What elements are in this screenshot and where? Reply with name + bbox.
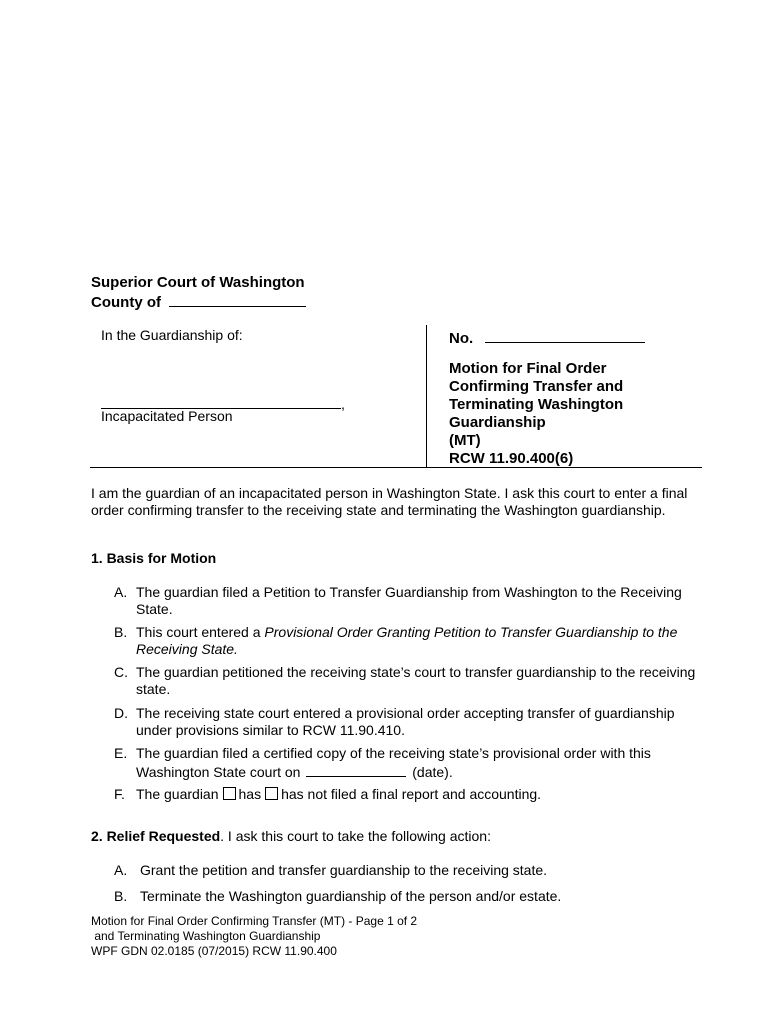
page-footer: Motion for Final Order Confirming Transfer (MT) - Page 1 of 2 and Terminating Washington Guardianship WPF GDN 02.0185 (07/2015) RCW 11.90.400 bbox=[91, 914, 418, 958]
case-number-line: No. bbox=[449, 328, 645, 348]
list-item: E. The guardian filed a certified copy of the receiving state’s provisional order with this Washington State court on (date). bbox=[114, 745, 651, 780]
list-item: A. Grant the petition and transfer guardianship to the receiving state. bbox=[114, 862, 548, 878]
statute-citation: RCW 11.90.400(6) bbox=[449, 450, 574, 467]
person-name-line: , bbox=[101, 394, 345, 412]
section-1-heading: 1. Basis for Motion bbox=[91, 550, 217, 566]
court-title: Superior Court of Washington bbox=[91, 274, 305, 291]
intro-paragraph: I am the guardian of an incapacitated person in Washington State. I ask this court to enter a final order confirming transfer to the receiving state and terminating the Washington guardianship. bbox=[91, 485, 688, 518]
list-item: B. This court entered a Provisional Order Granting Petition to Transfer Guardianship to the Receiving State. bbox=[114, 624, 678, 657]
guardianship-of-label: In the Guardianship of: bbox=[101, 327, 243, 343]
list-item: A. The guardian filed a Petition to Transfer Guardianship from Washington to the Receiving State. bbox=[114, 584, 682, 617]
list-item: B. Terminate the Washington guardianship of the person and/or estate. bbox=[114, 888, 562, 904]
list-item: C. The guardian petitioned the receiving state’s court to transfer guardianship to the receiving state. bbox=[114, 664, 696, 697]
incapacitated-person-label: Incapacitated Person bbox=[101, 408, 233, 424]
document-title: Motion for Final Order Confirming Transfer and Terminating Washington Guardianship (MT) RCW 11.90.400(6) bbox=[449, 360, 624, 467]
county-blank[interactable] bbox=[169, 292, 306, 307]
list-item: D. The receiving state court entered a provisional order accepting transfer of guardianship under provisions similar to RCW 11.90.410. bbox=[114, 705, 675, 738]
case-number-blank[interactable] bbox=[485, 328, 645, 343]
county-line: County of bbox=[91, 292, 306, 312]
caption-divider-vertical bbox=[426, 325, 427, 467]
court-header bbox=[91, 273, 306, 312]
section-2-heading: 2. Relief Requested. I ask this court to take the following action: bbox=[91, 828, 491, 844]
list-item: F. The guardian has has not filed a final report and accounting. bbox=[114, 786, 542, 802]
person-name-blank[interactable] bbox=[101, 394, 341, 409]
date-blank[interactable] bbox=[306, 762, 406, 777]
document-code: (MT) bbox=[449, 432, 481, 449]
has-not-checkbox[interactable] bbox=[265, 787, 278, 800]
has-checkbox[interactable] bbox=[223, 787, 236, 800]
